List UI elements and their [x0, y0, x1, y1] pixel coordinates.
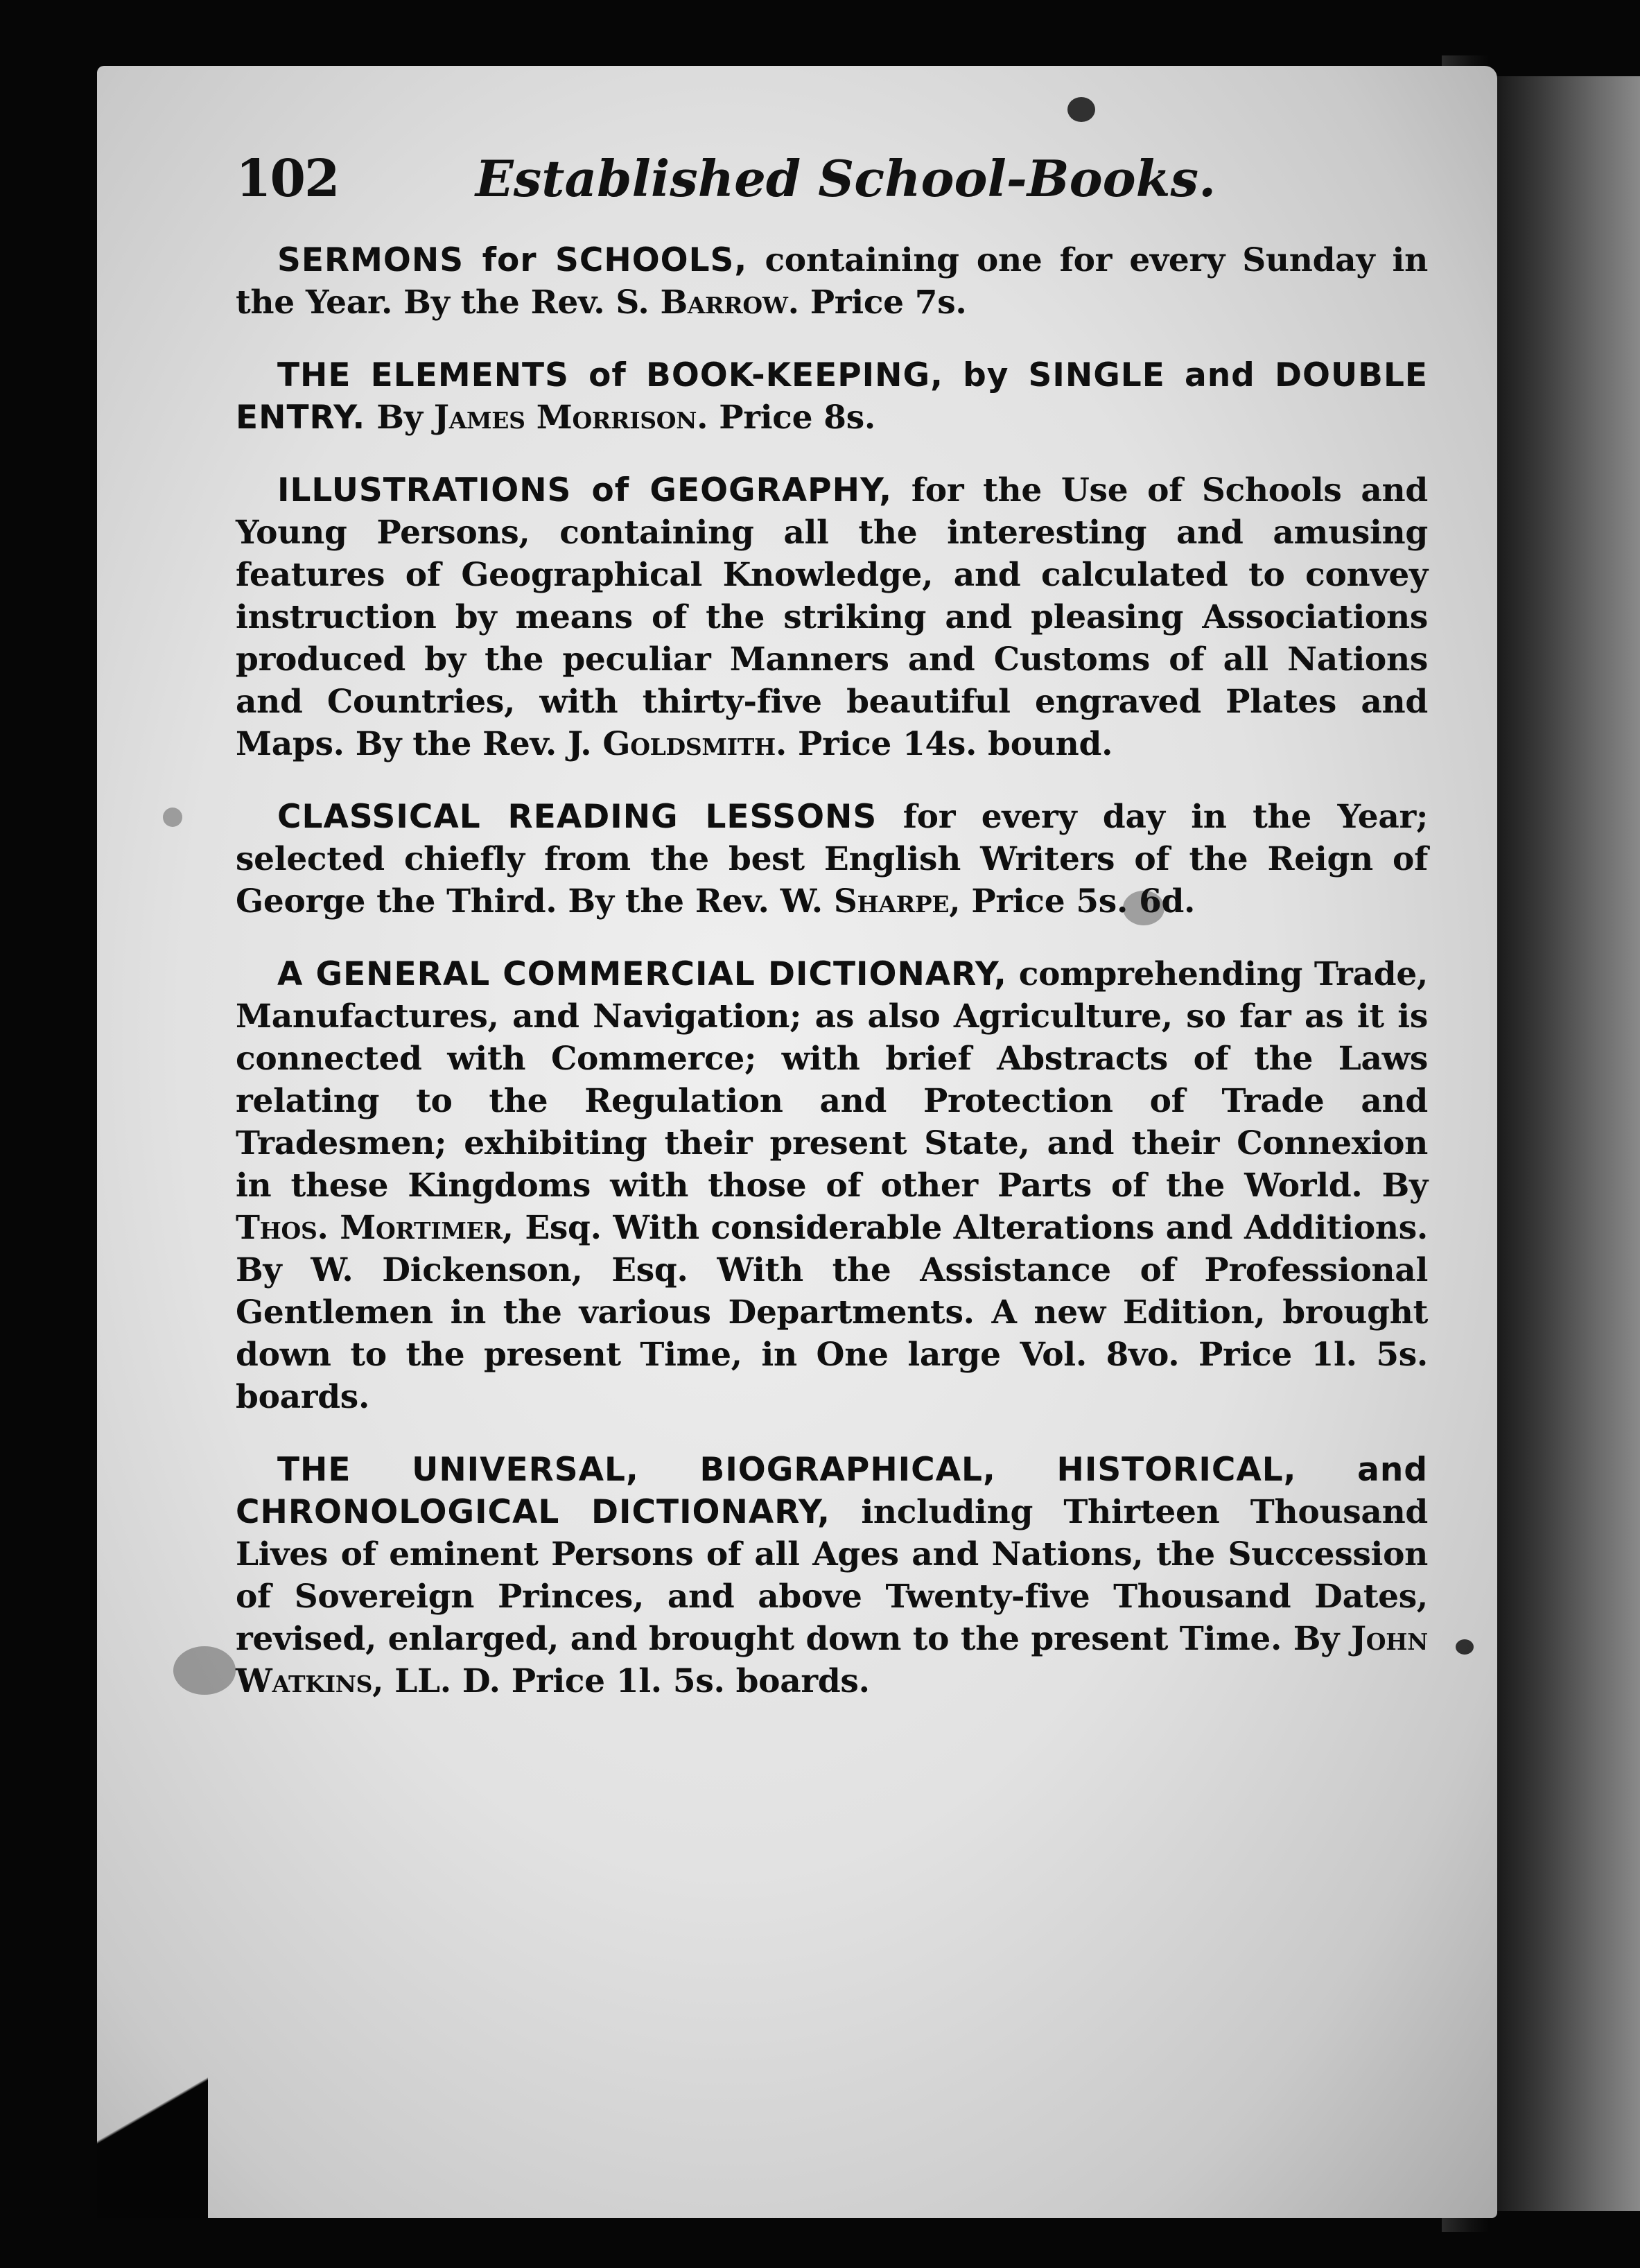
page-number: 102 [236, 149, 339, 209]
facing-page-edge [1497, 76, 1640, 2211]
entry-tail: . Price 7s. [787, 284, 967, 322]
entry-book-keeping [236, 354, 1428, 439]
running-head [97, 149, 1497, 218]
ink-blot [1456, 1639, 1474, 1655]
entry-tail: , LL. D. Price 1l. 5s. boards. [372, 1662, 870, 1700]
entry-author: James Morrison [433, 399, 697, 437]
entry-commercial-dictionary [236, 953, 1428, 1418]
entry-heading: A GENERAL COMMERCIAL DICTIONARY, [277, 955, 1007, 993]
entry-heading: THE ELEMENTS of BOOK-KEEPING, by SINGLE and DOUBLE ENTRY. [236, 356, 1428, 437]
entry-heading: ILLUSTRATIONS of GEOGRAPHY, [277, 471, 893, 509]
page-content [236, 239, 1428, 1733]
entry-text: comprehending Trade, Manufactures, and Navigation; as also Agriculture, so far as it is connected with Commerce; with brief Abstracts of the Laws relating to the Regulation and Protection of Trade and Tradesmen; exhibiting their present State, and their Connexion in these Kingdoms with those of other Parts of the World. By [236, 955, 1428, 1205]
entry-text: for the Use of Schools and Young Persons, containing all the interesting and amusing features of Geographical Knowledge, and calculated to convey instruction by means of the striking and pleasing Associations produced by the peculiar Manners and Customs of all Nations and Countries, with thirty-five beautiful engraved Plates and Maps. By the Rev. J. [236, 471, 1428, 763]
entry-tail: , Price 5s. 6d. [949, 882, 1196, 921]
entry-author: Goldsmith [602, 725, 776, 763]
entry-tail: . Price 14s. bound. [775, 725, 1113, 763]
entry-text: By [365, 399, 434, 437]
entry-author: Barrow [660, 284, 788, 322]
entry-sermons [236, 239, 1428, 324]
entry-text: for every day in the Year; selected chiefly from the best English Writers of the Reign of George the Third. By the Rev. W. [236, 798, 1428, 921]
entry-heading: SERMONS for SCHOOLS, [277, 241, 748, 279]
entry-geography [236, 469, 1428, 765]
book-page [97, 66, 1497, 2218]
page-title: Established School-Books. [475, 149, 1216, 208]
entry-heading: CLASSICAL READING LESSONS [277, 798, 878, 836]
entry-heading: THE UNIVERSAL, BIOGRAPHICAL, HISTORICAL, and CHRONOLOGICAL DICTIONARY, [236, 1451, 1428, 1531]
entry-author: Thos. Mortimer [236, 1209, 503, 1247]
paper-speck [1123, 891, 1164, 925]
paper-speck [163, 808, 182, 827]
entry-author: John Watkins [236, 1620, 1428, 1700]
entry-biographical-dictionary [236, 1449, 1428, 1702]
entry-author: Sharpe [833, 882, 950, 921]
entry-text: including Thirteen Thousand Lives of eminent Persons of all Ages and Nations, the Succession of Sovereign Princes, and above Twenty-five Thousand Dates, revised, enlarged, and brought down to the present Time. By [236, 1493, 1428, 1658]
ink-blot [1067, 97, 1095, 122]
entry-reading-lessons [236, 796, 1428, 923]
entry-tail: . Price 8s. [697, 399, 875, 437]
paper-speck [173, 1646, 236, 1695]
entry-text: containing one for every Sunday in the Year. By the Rev. S. [236, 241, 1428, 322]
entry-tail: , Esq. With considerable Alterations and Additions. By W. Dickenson, Esq. With the Assistance of Professional Gentlemen in the various Departments. A new Edition, brought down to the present Time, in One large Vol. 8vo. Price 1l. 5s. boards. [236, 1209, 1428, 1416]
